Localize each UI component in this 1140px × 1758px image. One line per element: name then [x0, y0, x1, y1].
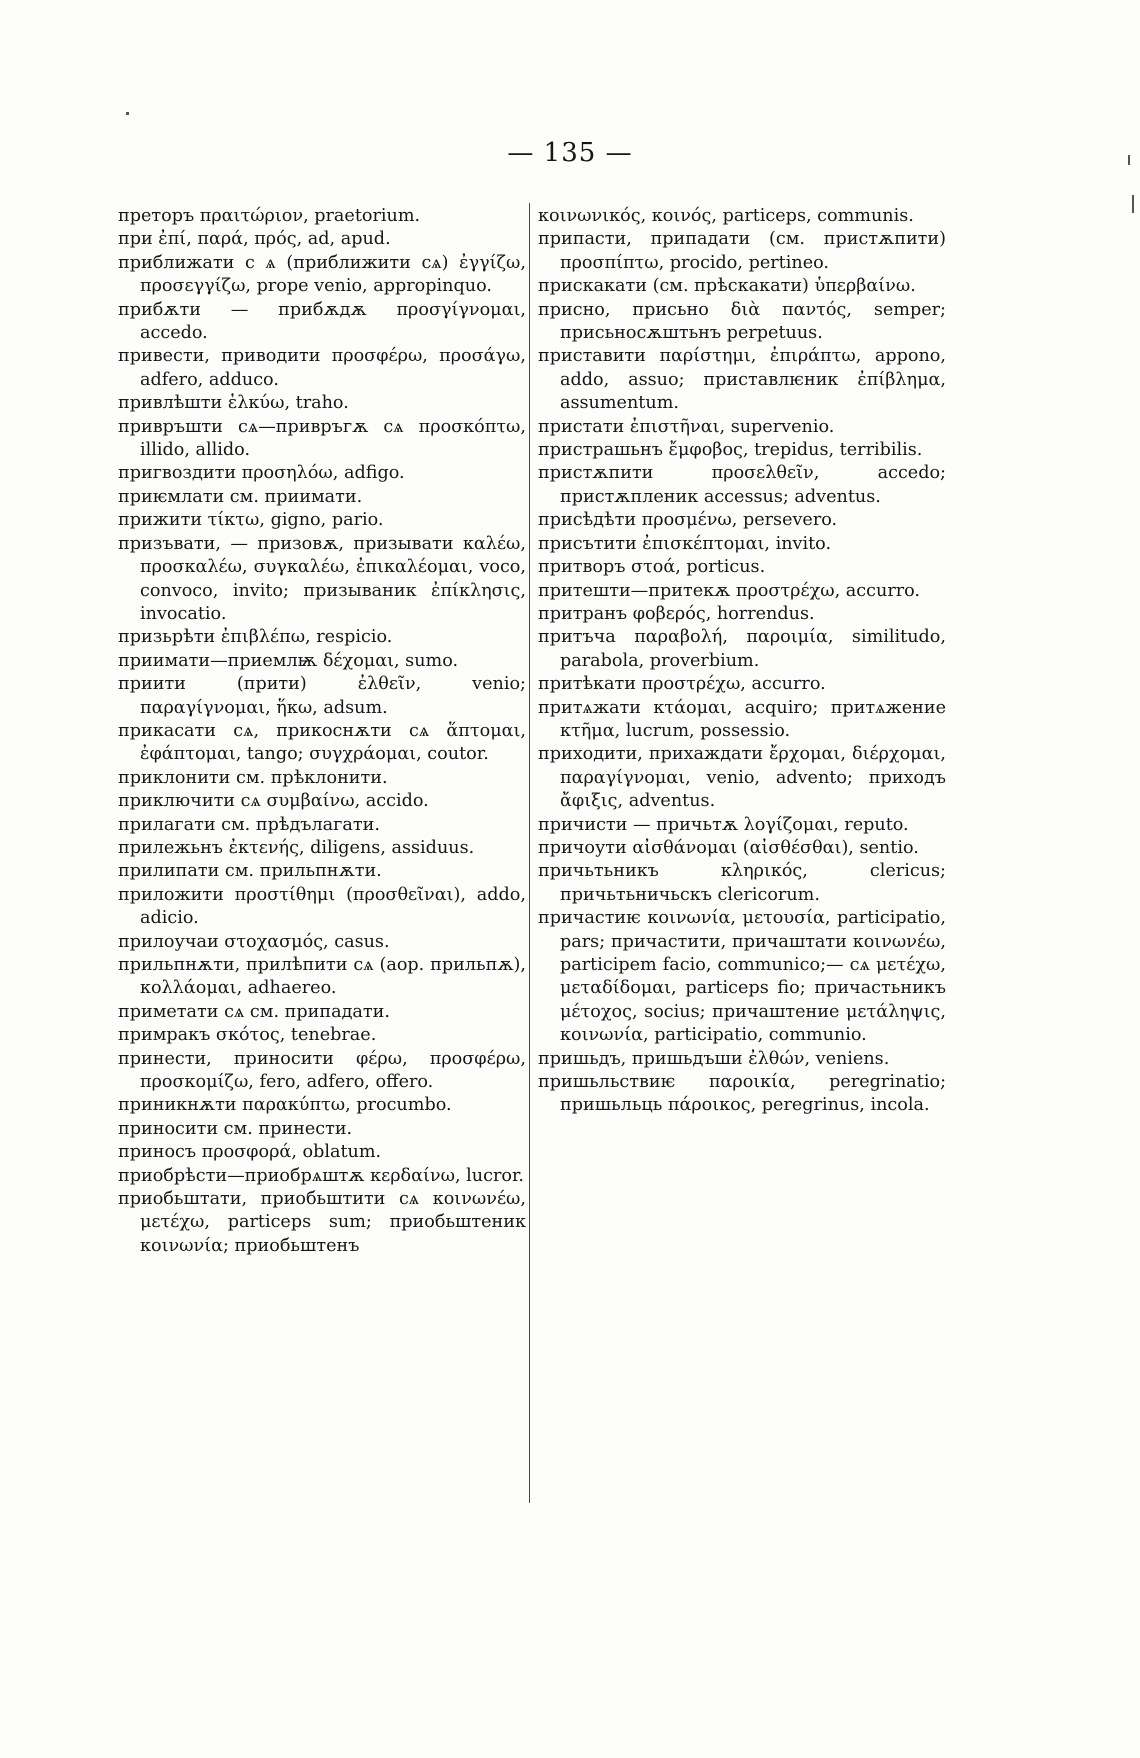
dictionary-entry: пристати ἐπιστῆναι, supervenio.	[538, 416, 835, 437]
dictionary-entry: притѣкати προστρέχω, accurro.	[538, 674, 826, 695]
dictionary-entry: приключити сѧ συμβαίνω, accido.	[118, 791, 429, 812]
dictionary-entry: пригвоздити προσηλόω, adfigo.	[118, 463, 405, 484]
dictionary-entry: прибѫти — прибѫдѫ προσγίγνομαι, accedo.	[118, 299, 526, 344]
dictionary-entry: прилоучаи στοχασμός, casus.	[118, 931, 390, 952]
dictionary-entry: привлѣшти ἑλκύω, traho.	[118, 393, 349, 414]
dictionary-entry: при ἐπί, παρά, πρός, ad, apud.	[118, 229, 391, 250]
left-column	[118, 205, 526, 1258]
dictionary-entry: приити (прити) ἐλθεῖν, venio; παραγίγνομαι, ἥκω, adsum.	[118, 674, 526, 718]
column-divider	[529, 203, 530, 1503]
dictionary-entry: прижити τίκτω, gigno, pario.	[118, 510, 384, 531]
edge-mark	[1128, 155, 1130, 165]
dictionary-entry: притворъ στοά, porticus.	[538, 557, 766, 578]
dictionary-entry: прикасати сѧ, прикоснѫти сѧ ἅπτομαι, ἐφάπτομαι, tango; συγχράομαι, coutor.	[118, 720, 526, 765]
dictionary-entry: призъвати, — призовѫ, призывати καλέω, προσκαλέω, συγκαλέω, ἐπικαλέομαι, voco, convoco, invito; призываник ἐπίκλησις, invocatio.	[118, 533, 526, 624]
dictionary-entry: преторъ πραιτώριον, praetorium.	[118, 206, 421, 226]
dictionary-entry: примракъ σκότος, tenebrae.	[118, 1025, 377, 1046]
dictionary-entry: принести, приносити φέρω, προσφέρω, προσκομίζω, fero, adfero, offero.	[118, 1048, 526, 1093]
dictionary-entry: прильпнѫти, прилѣпити сѧ (аор. прильпѫ), κολλάομαι, adhaereo.	[118, 955, 526, 999]
dictionary-entry: притѧжати κτάομαι, acquiro; притѧжение κτῆμα, lucrum, possessio.	[538, 697, 946, 741]
dictionary-entry: призьрѣти ἐπιβλέπω, respicio.	[118, 627, 393, 648]
dictionary-entry: причьтьникъ κληρικός, clericus; причьтьничьскъ clericorum.	[538, 861, 946, 905]
dictionary-entry: прилипати см. прильпнѫти.	[118, 861, 382, 882]
dictionary-entry: приставити παρίστημι, ἐπιράπτω, appono, addo, assuo; приставлѥник ἐπίβλημα, assumentum.	[538, 346, 946, 414]
dictionary-entry: пристѫпити προσελθεῖν, accedo; пристѫпленик accessus; adventus.	[538, 463, 946, 507]
dictionary-entry: прискакати (см. прѣскакати) ὑπερβαίνω.	[538, 276, 916, 297]
dictionary-entry: привести, приводити προσφέρω, προσάγω, adfero, adduco.	[118, 346, 526, 390]
dictionary-entry: приметати сѧ см. припадати.	[118, 1001, 390, 1022]
dictionary-entry: прилежьнъ ἐκτενής, diligens, assiduus.	[118, 837, 475, 858]
dictionary-entry: приходити, прихаждати ἔρχομαι, διέρχομαι, παραγίγνομαι, venio, advento; приходъ ἄφιξις, adventus.	[538, 744, 946, 812]
dictionary-entry: припасти, припадати (см. пристѫпити) προσπίπτω, procido, pertineo.	[538, 229, 946, 273]
dictionary-entry: притранъ φοβερός, horrendus.	[538, 603, 815, 624]
dictionary-entry: приобьштати, приобьштити сѧ κοινωνέω, μετέχω, particeps sum; приобьштеник κοινωνία; приобьштенъ	[118, 1189, 526, 1256]
right-column	[538, 205, 946, 1118]
dictionary-entry: пришьдъ, пришьдъши ἐλθών, veniens.	[538, 1048, 890, 1069]
dictionary-entry: пришьльствиѥ παροικία, peregrinatio; пришьльць πάροικος, peregrinus, incola.	[538, 1072, 946, 1116]
dictionary-entry: приносъ προσφορά, oblatum.	[118, 1142, 382, 1163]
dictionary-entry: причастиѥ κοινωνία, μετουσία, participatio, pars; причастити, причаштати κοινωνέω, participem facio, communico;— сѧ μετέχω, μεταδίδομαι, particeps fio; причастьникъ μέτοχος, socius; причаштение μετάληψις, κοινωνία, participatio, communio.	[538, 908, 946, 1046]
dictionary-entry: присѣдѣти προσμένω, persevero.	[538, 510, 838, 531]
dictionary-entry: κοινωνικός, κοινός, particeps, communis.	[538, 206, 914, 226]
dictionary-entry: приносити см. принести.	[118, 1118, 353, 1139]
dictionary-entry: присно, присьно διὰ παντός, semper; присьносѫштьнъ perpetuus.	[538, 299, 946, 344]
edge-mark	[126, 112, 129, 115]
dictionary-entry: приложити προστίθημι (προσθεῖναι), addo, adicio.	[118, 884, 526, 929]
dictionary-entry: приимати—приемлѭ δέχομαι, sumo.	[118, 650, 459, 671]
page-number: — 135 —	[507, 138, 633, 168]
dictionary-entry: притъча παραβολή, παροιμία, similitudo, parabola, proverbium.	[538, 627, 946, 671]
dictionary-entry: присътити ἐπισκέπτομαι, invito.	[538, 533, 832, 554]
dictionary-entry: прилагати см. прѣдълагати.	[118, 814, 380, 835]
dictionary-entry: причисти — причьтѫ λογίζομαι, reputo.	[538, 814, 909, 835]
dictionary-entry: пристрашьнъ ἔμφοβος, trepidus, terribilis.	[538, 440, 923, 461]
dictionary-entry: приѥмлати см. приимати.	[118, 486, 363, 507]
dictionary-entry: приникнѫти παρακύπτω, procumbo.	[118, 1095, 452, 1116]
dictionary-entry: приобрѣсти—приобрѧштѫ κερδαίνω, lucror.	[118, 1165, 525, 1186]
dictionary-entry: причоути αἰσθάνομαι (αἰσθέσθαι), sentio.	[538, 837, 919, 858]
dictionary-entry: притешти—притекѫ προστρέχω, accurro.	[538, 580, 921, 601]
dictionary-entry: привръшти сѧ—привръгѫ сѧ προσκόπτω, illido, allido.	[118, 416, 526, 461]
edge-mark	[1132, 195, 1134, 213]
dictionary-entry: приклонити см. прѣклонити.	[118, 767, 388, 788]
dictionary-entry: приближати с ѧ (приближити сѧ) ἐγγίζω, προσεγγίζω, prope venio, appropinquo.	[118, 252, 526, 297]
